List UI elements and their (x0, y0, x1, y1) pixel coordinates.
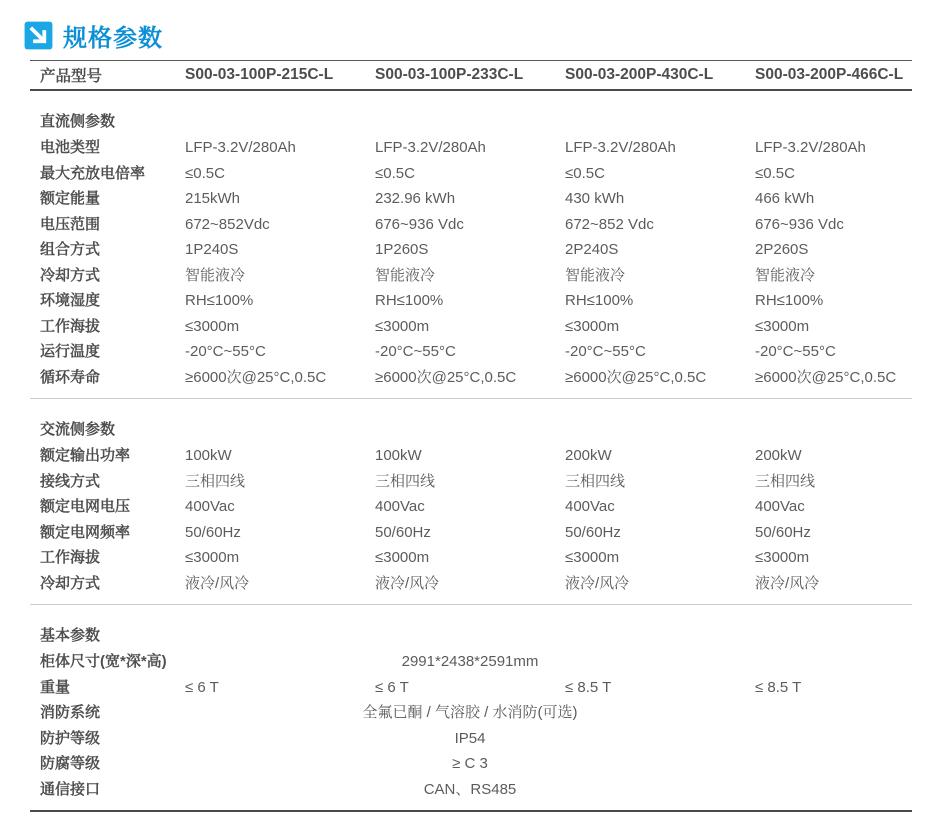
row-label: 通信接口 (40, 780, 101, 798)
row-value: 400Vac (185, 498, 235, 515)
row-label: 组合方式 (40, 241, 101, 258)
row-label: 最大充放电倍率 (40, 164, 146, 182)
row-label: 额定电网频率 (40, 523, 131, 541)
row-value: 215kWh (185, 190, 241, 207)
row-value: 2P240S (565, 241, 619, 258)
row-value: ≤3000m (375, 549, 430, 566)
row-value: 400Vac (375, 498, 425, 515)
row-value: RH≤100% (565, 292, 634, 309)
row-value: ≤0.5C (185, 164, 225, 182)
section-2 (30, 399, 912, 605)
row-value: 232.96 kWh (375, 190, 456, 207)
row-value: ≤3000m (755, 317, 810, 335)
table-header-row (30, 60, 912, 91)
row-value: 三相四线 (185, 472, 246, 490)
row-value: 466 kWh (755, 190, 815, 207)
row-value: ≤ 6 T (185, 678, 219, 696)
row-label: 电压范围 (40, 215, 101, 233)
row-span-value: CAN、RS485 (423, 780, 517, 798)
row-label: 冷却方式 (40, 574, 101, 592)
spec-row (30, 443, 912, 469)
page-header (0, 0, 930, 60)
row-label: 循环寿命 (40, 368, 101, 386)
spec-row (30, 186, 912, 212)
row-value: -20°C~55°C (185, 343, 266, 360)
row-value: 2P260S (755, 241, 809, 258)
row-value: 50/60Hz (755, 523, 811, 541)
row-value: ≤ 8.5 T (755, 678, 802, 696)
row-value: 液冷/风冷 (185, 574, 250, 592)
row-label: 消防系统 (40, 704, 101, 721)
row-value: 液冷/风冷 (565, 574, 630, 592)
spec-row (30, 571, 912, 597)
spec-row (30, 751, 912, 777)
spec-row (30, 494, 912, 520)
row-value: 50/60Hz (185, 523, 241, 541)
row-value: 智能液冷 (755, 266, 816, 284)
spec-row (30, 726, 912, 752)
row-value: 50/60Hz (375, 523, 431, 541)
row-value: 672~852 Vdc (565, 215, 654, 233)
spec-row (30, 545, 912, 571)
row-value: 1P260S (375, 241, 429, 258)
row-value: 400Vac (565, 498, 615, 515)
section-title: 基本参数 (40, 627, 101, 644)
row-value: RH≤100% (755, 292, 824, 309)
spec-row (30, 135, 912, 161)
row-label: 运行温度 (40, 343, 101, 360)
row-value: RH≤100% (375, 292, 444, 309)
row-label: 柜体尺寸(宽*深*高) (40, 653, 167, 670)
column-header-product-model: 产品型号 (40, 68, 103, 85)
row-label: 额定电网电压 (40, 498, 131, 515)
spec-row (30, 339, 912, 365)
row-value: ≤ 6 T (375, 678, 409, 696)
row-label: 工作海拔 (40, 549, 101, 566)
row-value: 676~936 Vdc (755, 215, 844, 233)
row-value: 智能液冷 (185, 266, 246, 284)
spec-row (30, 675, 912, 701)
row-value: ≥6000次@25°C,0.5C (375, 368, 517, 386)
spec-row (30, 314, 912, 340)
table-body (30, 91, 912, 812)
row-value: ≤3000m (375, 317, 430, 335)
row-value: 100kW (185, 447, 232, 464)
row-value: ≤3000m (755, 549, 810, 566)
row-label: 接线方式 (40, 472, 101, 490)
row-value: LFP-3.2V/280Ah (185, 139, 296, 156)
row-span-value: 全氟已酮 / 气溶胶 / 水消防(可选) (362, 704, 578, 721)
spec-row (30, 649, 912, 675)
row-value: 400Vac (755, 498, 805, 515)
row-span-value: 2991*2438*2591mm (401, 653, 539, 670)
row-value: RH≤100% (185, 292, 254, 309)
column-header-model-3: S00-03-200P-430C-L (565, 66, 714, 83)
row-value: 1P240S (185, 241, 239, 258)
row-label: 防腐等级 (40, 755, 101, 772)
row-value: 676~936 Vdc (375, 215, 464, 233)
row-value: LFP-3.2V/280Ah (565, 139, 676, 156)
spec-row (30, 700, 912, 726)
row-value: ≤3000m (565, 317, 620, 335)
row-value: 液冷/风冷 (375, 574, 440, 592)
row-value: -20°C~55°C (755, 343, 836, 360)
page-title: 规格参数 (63, 24, 163, 52)
arrow-down-right-icon (24, 21, 53, 50)
row-value: 50/60Hz (565, 523, 621, 541)
row-label: 工作海拔 (40, 317, 101, 335)
row-label: 额定输出功率 (40, 447, 131, 464)
row-value: ≤0.5C (755, 164, 795, 182)
row-value: 200kW (755, 447, 802, 464)
row-label: 防护等级 (40, 729, 101, 747)
row-value: 200kW (565, 447, 612, 464)
spec-row (30, 520, 912, 546)
column-header-model-4: S00-03-200P-466C-L (755, 66, 904, 83)
spec-row (30, 288, 912, 314)
spec-row (30, 365, 912, 391)
row-label: 额定能量 (40, 190, 101, 207)
section-title: 直流侧参数 (40, 113, 116, 130)
row-value: ≥6000次@25°C,0.5C (185, 368, 327, 386)
section-title: 交流侧参数 (40, 421, 116, 438)
row-value: -20°C~55°C (565, 343, 646, 360)
spec-row (30, 212, 912, 238)
row-label: 冷却方式 (40, 266, 101, 284)
row-value: LFP-3.2V/280Ah (755, 139, 866, 156)
row-label: 电池类型 (40, 139, 101, 156)
row-value: ≤3000m (565, 549, 620, 566)
row-value: -20°C~55°C (375, 343, 456, 360)
row-value: LFP-3.2V/280Ah (375, 139, 486, 156)
row-value: ≤0.5C (565, 164, 605, 182)
row-value: ≤3000m (185, 317, 240, 335)
row-value: ≥6000次@25°C,0.5C (755, 368, 897, 386)
row-value: ≤ 8.5 T (565, 678, 612, 696)
row-value: 100kW (375, 447, 422, 464)
spec-row (30, 263, 912, 289)
spec-row (30, 161, 912, 187)
row-value: 672~852Vdc (185, 215, 270, 233)
row-label: 重量 (40, 678, 71, 696)
row-value: 液冷/风冷 (755, 574, 820, 592)
column-header-model-2: S00-03-100P-233C-L (375, 66, 524, 83)
spec-row (30, 777, 912, 803)
row-value: ≥6000次@25°C,0.5C (565, 368, 707, 386)
row-value: 智能液冷 (565, 266, 626, 284)
row-value: 430 kWh (565, 190, 625, 207)
spec-row (30, 469, 912, 495)
section-1 (30, 91, 912, 399)
row-span-value: IP54 (454, 729, 486, 747)
row-value: 三相四线 (755, 472, 816, 490)
row-value: 智能液冷 (375, 266, 436, 284)
row-span-value: ≥ C 3 (452, 755, 488, 772)
row-value: 三相四线 (375, 472, 436, 490)
section-3 (30, 605, 912, 812)
row-value: ≤3000m (185, 549, 240, 566)
spec-table (30, 60, 912, 812)
row-label: 环境湿度 (40, 292, 101, 309)
row-value: 三相四线 (565, 472, 626, 490)
spec-row (30, 237, 912, 263)
row-value: ≤0.5C (375, 164, 415, 182)
column-header-model-1: S00-03-100P-215C-L (185, 66, 334, 83)
